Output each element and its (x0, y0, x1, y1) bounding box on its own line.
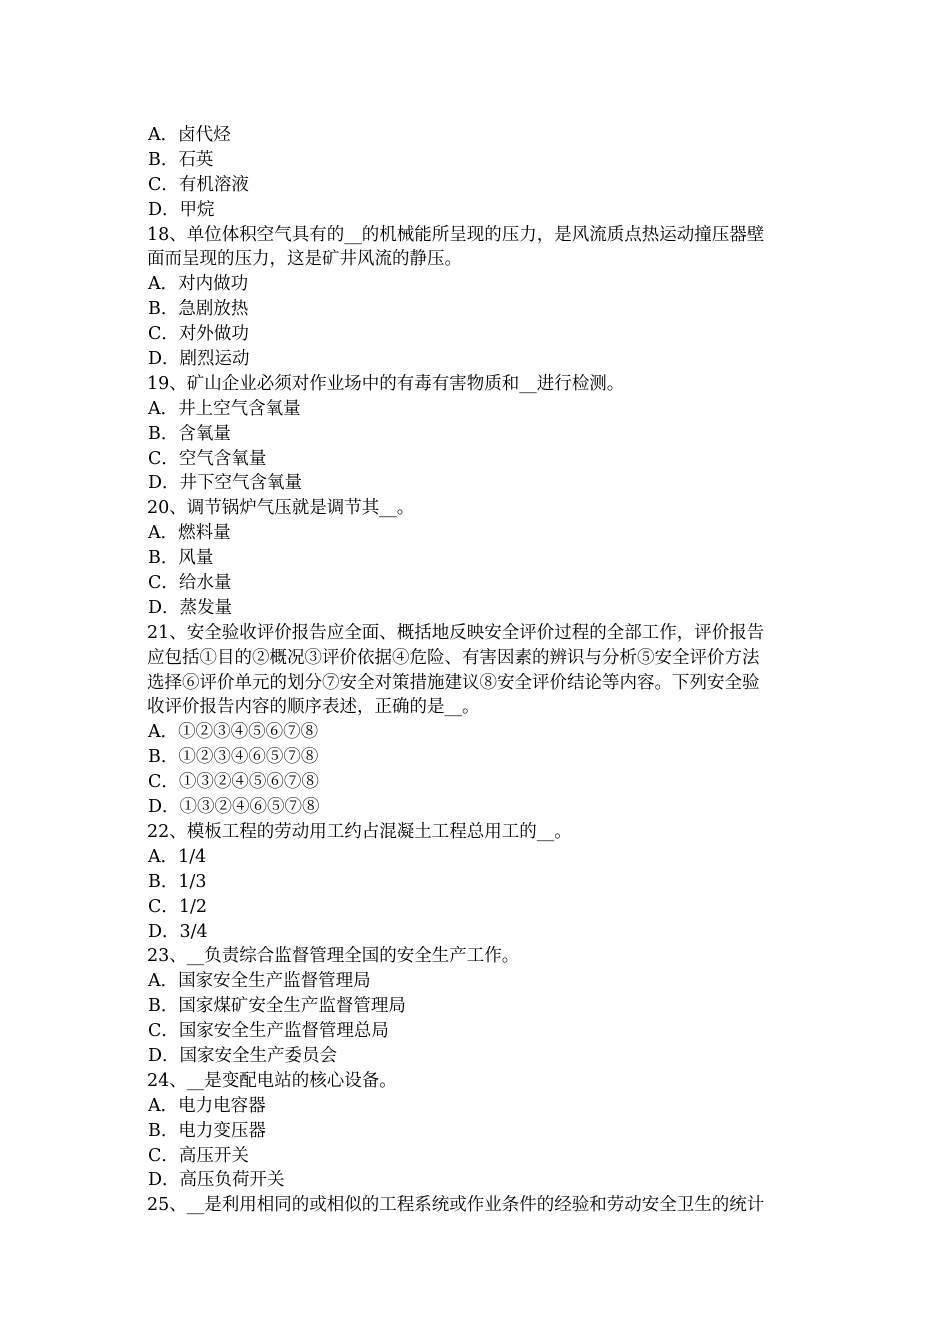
answer-option: C．给水量 (148, 573, 232, 594)
question-line: 19、矿山企业必须对作业场中的有毒有害物质和__进行检测。 (147, 373, 625, 394)
question-stem (147, 223, 811, 273)
answer-option: A．卤代烃 (148, 125, 231, 145)
answer-option: D．高压负荷开关 (148, 1170, 285, 1191)
answer-option: C．空气含氧量 (148, 448, 267, 469)
answer-option: C．高压开关 (148, 1145, 249, 1166)
question-line: 25、__是利用相同的或相似的工程系统或作业条件的经验和劳动安全卫生的统计 (147, 1195, 765, 1216)
answer-option: A．井上空气含氧量 (148, 398, 301, 419)
answer-option: D．蒸发量 (148, 597, 233, 618)
answer-option: A．①②③④⑤⑥⑦⑧ (148, 722, 319, 743)
answer-option: C．1/2 (148, 896, 208, 917)
document-page (147, 123, 811, 1218)
answer-option: D．井下空气含氧量 (148, 473, 303, 494)
question-line: 收评价报告内容的顺序表述，正确的是__。 (147, 697, 480, 718)
question-stem (147, 1193, 811, 1218)
answer-option: B．风量 (148, 548, 214, 569)
answer-option: D．3/4 (148, 921, 208, 942)
question-line: 23、__负责综合监督管理全国的安全生产工作。 (147, 946, 520, 967)
answer-option: C．①③②④⑤⑥⑦⑧ (148, 772, 319, 793)
question-line: 21、安全验收评价报告应全面、概括地反映安全评价过程的全部工作，评价报告 (147, 622, 765, 643)
answer-option: B．①②③④⑥⑤⑦⑧ (148, 747, 319, 768)
answer-option: A．1/4 (148, 846, 207, 867)
question-stem (147, 372, 811, 397)
question-line: 22、模板工程的劳动用工约占混凝土工程总用工的__。 (147, 821, 572, 842)
answer-option: B．急剧放热 (148, 299, 249, 320)
question-line: 面而呈现的压力，这是矿井风流的静压。 (147, 249, 462, 270)
answer-option: A．电力电容器 (148, 1095, 266, 1116)
answer-option: C．有机溶液 (148, 174, 249, 195)
question-stem (147, 496, 811, 521)
answer-option: D．国家安全生产委员会 (148, 1045, 338, 1066)
question-stem (147, 944, 811, 969)
question-line: 20、调节锅炉气压就是调节其__。 (147, 498, 415, 519)
question-stem (147, 621, 811, 721)
question-line: 选择⑥评价单元的划分⑦安全对策措施建议⑧安全评价结论等内容。下列安全验 (147, 672, 760, 693)
question-line: 24、__是变配电站的核心设备。 (147, 1070, 397, 1091)
answer-option: B．国家煤矿安全生产监督管理局 (148, 996, 406, 1017)
answer-option: B．含氧量 (148, 423, 231, 444)
question-stem (147, 820, 811, 845)
answer-option: A．对内做功 (148, 274, 249, 295)
answer-option: D．剧烈运动 (148, 349, 250, 370)
answer-option: A．燃料量 (148, 523, 231, 544)
question-line: 18、单位体积空气具有的__的机械能所呈现的压力，是风流质点热运动撞压器壁 (147, 224, 765, 245)
question-line: 应包括①目的②概况③评价依据④危险、有害因素的辨识与分析⑤安全评价方法 (147, 647, 760, 668)
question-stem (147, 1069, 811, 1094)
answer-option: C．对外做功 (148, 324, 249, 345)
answer-option: B．石英 (148, 149, 214, 170)
answer-option: A．国家安全生产监督管理局 (148, 971, 371, 992)
answer-option: D．①③②④⑥⑤⑦⑧ (148, 797, 320, 818)
answer-option: C．国家安全生产监督管理总局 (148, 1021, 389, 1042)
answer-option: B．电力变压器 (148, 1120, 266, 1141)
answer-option: B．1/3 (148, 871, 207, 892)
answer-option: D．甲烷 (148, 199, 215, 220)
